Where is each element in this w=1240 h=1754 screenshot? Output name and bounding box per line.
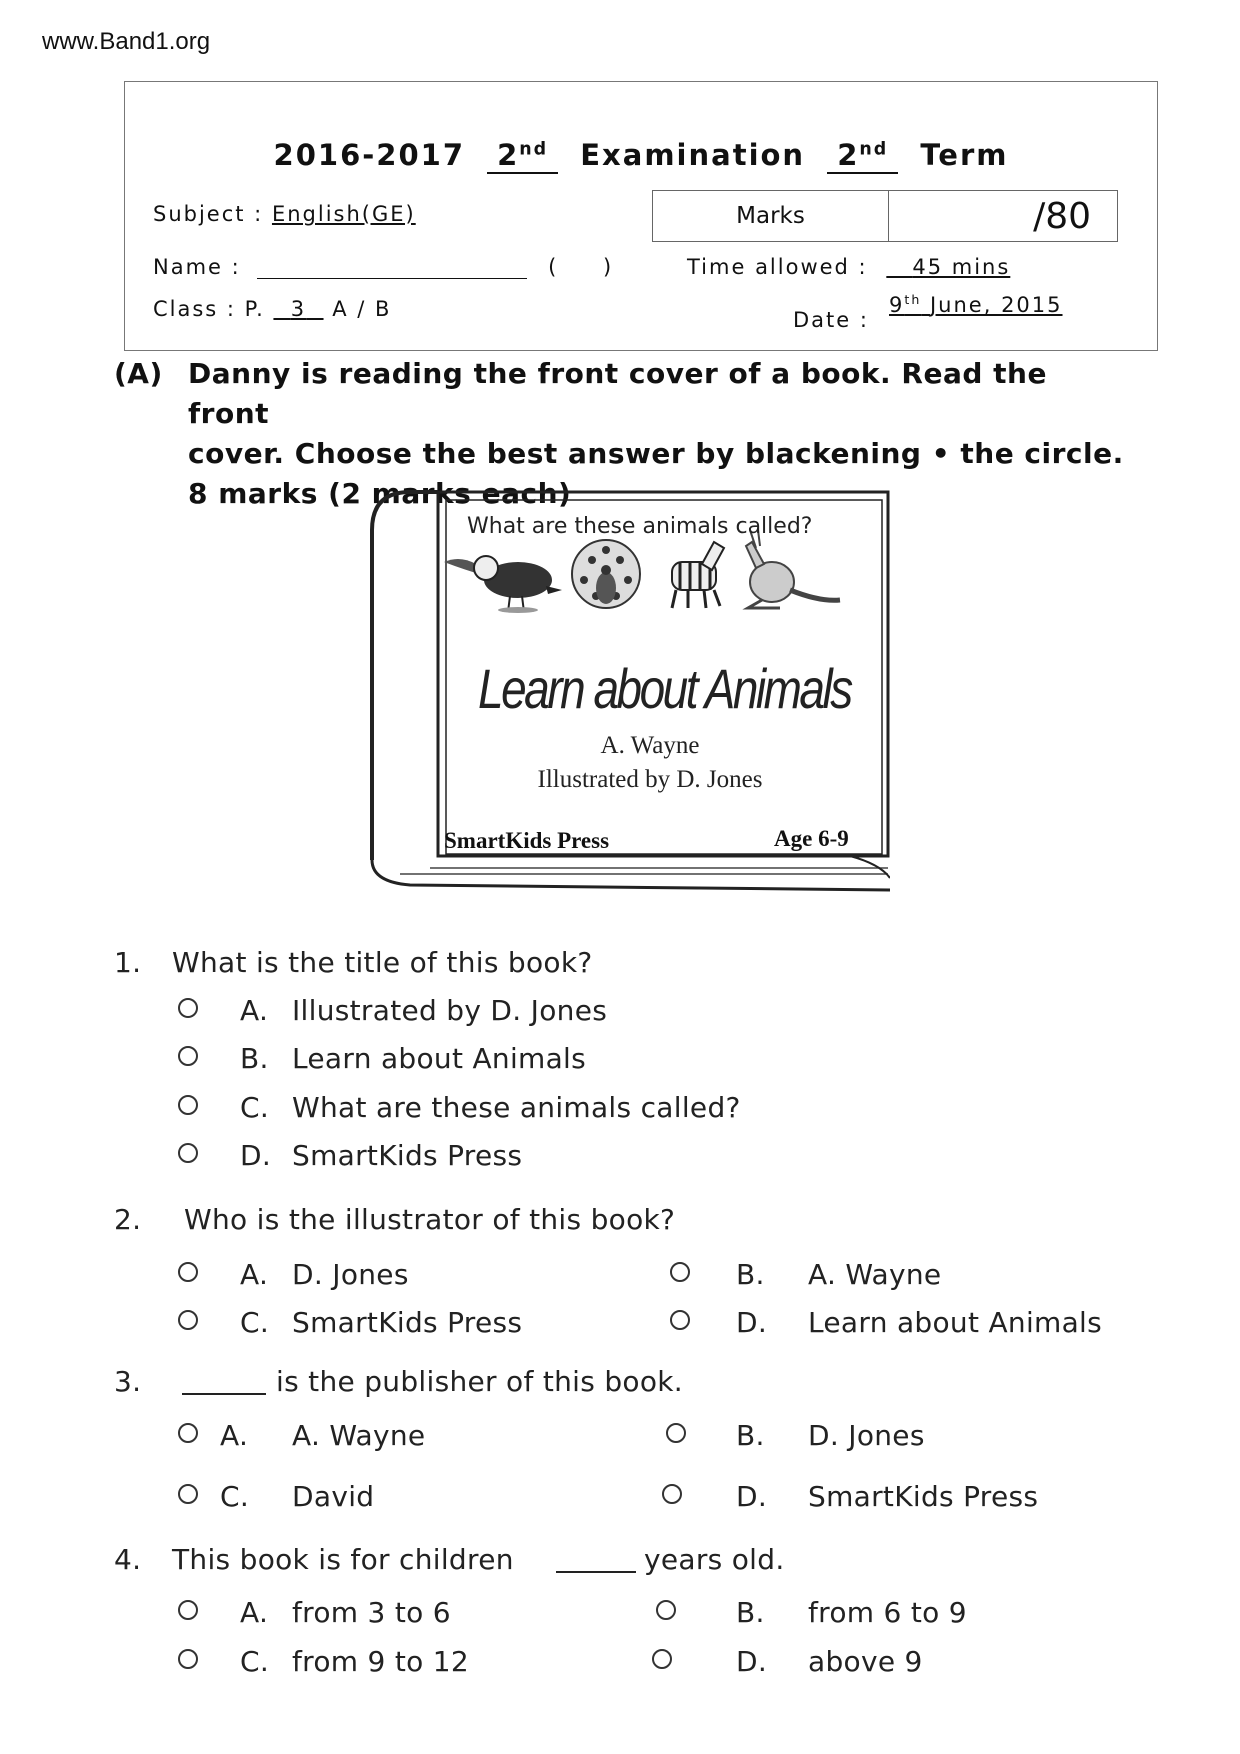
q2-option-d-radio[interactable] bbox=[670, 1310, 690, 1330]
q3-option-c-letter: C. bbox=[220, 1480, 250, 1513]
q1-option-a-letter: A. bbox=[240, 994, 269, 1027]
toucan-icon bbox=[444, 556, 562, 613]
time-value: 45 mins bbox=[912, 255, 1011, 279]
time-line bbox=[687, 255, 1010, 279]
instruction-line-2: cover. Choose the best answer by blackening • the circle. bbox=[188, 437, 1124, 470]
q3-option-d-radio[interactable] bbox=[662, 1484, 682, 1504]
q3-option-b-text: D. Jones bbox=[808, 1419, 925, 1452]
instruction-line-3: 8 marks (2 marks each) bbox=[188, 477, 572, 510]
question-4-blank bbox=[556, 1571, 636, 1573]
class-value: 3 bbox=[290, 297, 307, 321]
marks-box bbox=[652, 190, 1118, 242]
q4-option-c-radio[interactable] bbox=[178, 1649, 198, 1669]
term-ordinal: 2nd bbox=[827, 138, 898, 174]
question-3-number: 3. bbox=[114, 1365, 142, 1398]
q1-option-d-text: SmartKids Press bbox=[292, 1139, 523, 1172]
name-field[interactable] bbox=[257, 256, 527, 279]
q4-option-c-text: from 9 to 12 bbox=[292, 1645, 470, 1678]
zebra-icon bbox=[672, 542, 724, 608]
q1-option-a-text: Illustrated by D. Jones bbox=[292, 994, 608, 1027]
exam-title bbox=[125, 138, 1157, 174]
q2-option-b-letter: B. bbox=[736, 1258, 765, 1291]
question-3-text: is the publisher of this book. bbox=[276, 1365, 683, 1398]
q2-option-c-radio[interactable] bbox=[178, 1310, 198, 1330]
subject-value: English(GE) bbox=[271, 202, 416, 226]
marks-total: /80 bbox=[1033, 195, 1091, 237]
class-number-field[interactable]: ( ) bbox=[548, 255, 612, 279]
q2-option-a-radio[interactable] bbox=[178, 1262, 198, 1282]
q3-option-d-letter: D. bbox=[736, 1480, 768, 1513]
q4-option-d-radio[interactable] bbox=[652, 1649, 672, 1669]
question-4-text-end: years old. bbox=[644, 1543, 785, 1576]
question-1-text: What is the title of this book? bbox=[172, 946, 593, 979]
subject-label: Subject : bbox=[153, 202, 264, 226]
subject-line bbox=[153, 202, 416, 226]
question-4-number: 4. bbox=[114, 1543, 142, 1576]
class-sections: A / B bbox=[332, 297, 392, 321]
q3-option-a-text: A. Wayne bbox=[292, 1419, 426, 1452]
book-illustrator: Illustrated by D. Jones bbox=[537, 766, 763, 793]
q3-option-c-text: David bbox=[292, 1480, 375, 1513]
question-2-text: Who is the illustrator of this book? bbox=[184, 1203, 676, 1236]
date-label: Date : bbox=[793, 308, 869, 332]
term-word: Term bbox=[920, 138, 1009, 172]
instruction-line-1: Danny is reading the front cover of a book. Read the front bbox=[188, 357, 1047, 430]
q3-option-b-letter: B. bbox=[736, 1419, 765, 1452]
peacock-icon bbox=[572, 540, 640, 608]
q3-option-d-text: SmartKids Press bbox=[808, 1480, 1039, 1513]
site-url: www.Band1.org bbox=[42, 28, 211, 55]
question-2-number: 2. bbox=[114, 1203, 142, 1236]
q4-option-a-letter: A. bbox=[240, 1596, 269, 1629]
exam-ordinal: 2nd bbox=[487, 138, 558, 174]
q4-option-b-letter: B. bbox=[736, 1596, 765, 1629]
q3-option-b-radio[interactable] bbox=[666, 1423, 686, 1443]
name-line bbox=[153, 255, 611, 279]
class-line bbox=[153, 297, 391, 321]
q4-option-c-letter: C. bbox=[240, 1645, 270, 1678]
q2-option-d-text: Learn about Animals bbox=[808, 1306, 1103, 1339]
q1-option-a-radio[interactable] bbox=[178, 998, 198, 1018]
q2-option-a-letter: A. bbox=[240, 1258, 269, 1291]
exam-word: Examination bbox=[580, 138, 806, 172]
book-question: What are these animals called? bbox=[467, 514, 813, 539]
question-3-blank bbox=[182, 1393, 266, 1395]
name-label: Name : bbox=[153, 255, 241, 279]
date-value: 9th June, 2015 bbox=[889, 292, 1063, 317]
section-letter: (A) bbox=[114, 357, 163, 390]
book-age: Age 6-9 bbox=[774, 826, 849, 851]
class-label: Class : P. bbox=[153, 297, 265, 321]
q4-option-b-radio[interactable] bbox=[656, 1600, 676, 1620]
q1-option-b-letter: B. bbox=[240, 1042, 269, 1075]
book-publisher: SmartKids Press bbox=[444, 828, 610, 853]
q2-option-b-radio[interactable] bbox=[670, 1262, 690, 1282]
q4-option-d-text: above 9 bbox=[808, 1645, 923, 1678]
q1-option-d-radio[interactable] bbox=[178, 1143, 198, 1163]
kangaroo-icon bbox=[746, 530, 840, 608]
exam-year: 2016-2017 bbox=[273, 138, 465, 172]
q1-option-b-radio[interactable] bbox=[178, 1046, 198, 1066]
q2-option-a-text: D. Jones bbox=[292, 1258, 409, 1291]
q1-option-c-text: What are these animals called? bbox=[292, 1091, 741, 1124]
q2-option-c-letter: C. bbox=[240, 1306, 270, 1339]
q4-option-d-letter: D. bbox=[736, 1645, 768, 1678]
q1-option-c-letter: C. bbox=[240, 1091, 270, 1124]
marks-label: Marks bbox=[653, 191, 889, 241]
q4-option-a-text: from 3 to 6 bbox=[292, 1596, 451, 1629]
q4-option-a-radio[interactable] bbox=[178, 1600, 198, 1620]
q3-option-a-letter: A. bbox=[220, 1419, 249, 1452]
q1-option-d-letter: D. bbox=[240, 1139, 272, 1172]
q2-option-b-text: A. Wayne bbox=[808, 1258, 942, 1291]
q2-option-d-letter: D. bbox=[736, 1306, 768, 1339]
q3-option-c-radio[interactable] bbox=[178, 1484, 198, 1504]
q1-option-c-radio[interactable] bbox=[178, 1095, 198, 1115]
time-label: Time allowed : bbox=[687, 255, 868, 279]
book-author: A. Wayne bbox=[600, 732, 700, 759]
q1-option-b-text: Learn about Animals bbox=[292, 1042, 587, 1075]
question-1-number: 1. bbox=[114, 946, 142, 979]
q4-option-b-text: from 6 to 9 bbox=[808, 1596, 967, 1629]
q2-option-c-text: SmartKids Press bbox=[292, 1306, 523, 1339]
q3-option-a-radio[interactable] bbox=[178, 1423, 198, 1443]
book-title: Learn about Animals bbox=[478, 657, 851, 720]
question-4-text-start: This book is for children bbox=[172, 1543, 514, 1576]
exam-header bbox=[124, 81, 1158, 351]
